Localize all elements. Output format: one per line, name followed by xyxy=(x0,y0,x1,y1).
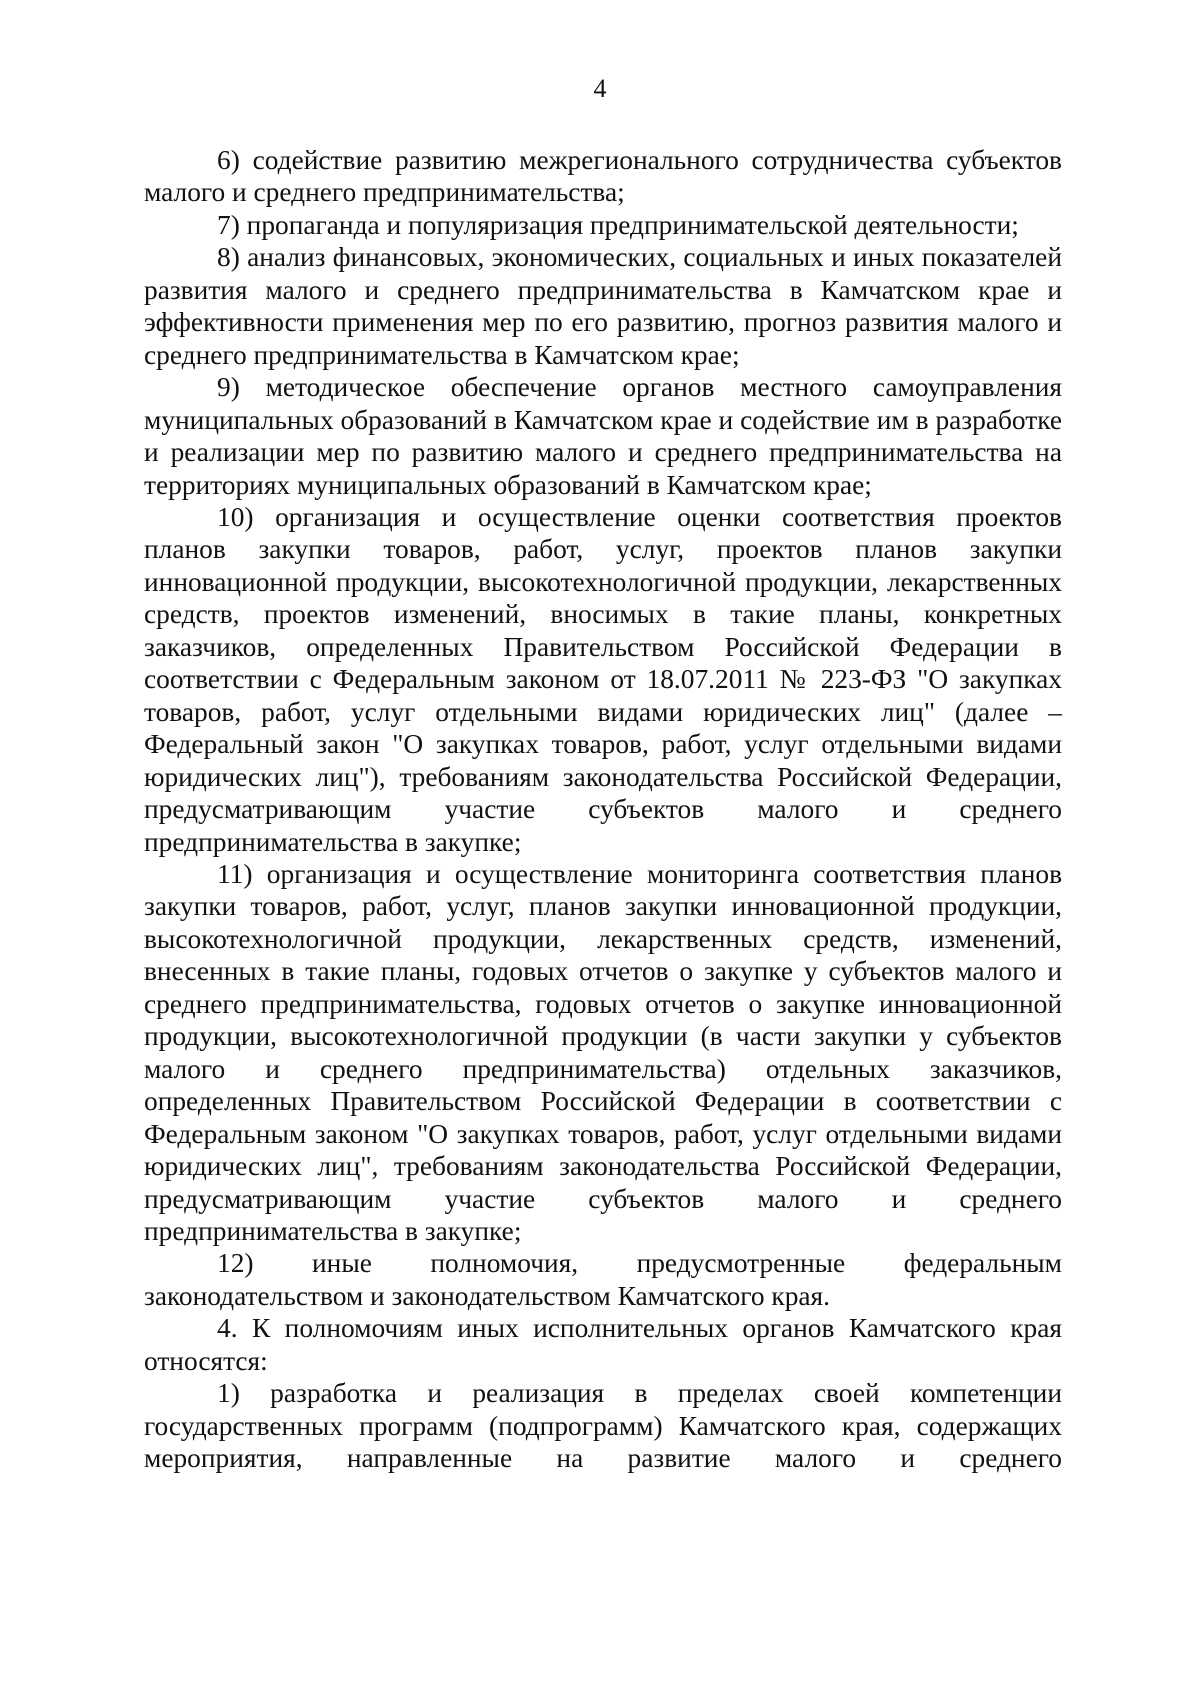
paragraph-item-11: 11) организация и осуществление мониторинга соответствия планов закупки товаров, работ, услуг, планов закупки инновационной продукции, высокотехнологичной продукции, лекарственных средств, изменений, внесенных в такие планы, годовых отчетов о закупке у субъектов малого и среднего предпринимательства, годовых отчетов о закупке инновационной продукции, высокотехнологичной продукции (в части закупки у субъектов малого и среднего предпринимательства) отдельных заказчиков, определенных Правительством Российской Федерации в соответствии с Федеральным законом "О закупках товаров, работ, услуг отдельными видами юридических лиц", требованиям законодательства Российской Федерации, предусматривающим участие субъектов малого и среднего предпринимательства в закупке; xyxy=(144,858,1062,1246)
paragraph-item-10: 10) организация и осуществление оценки соответствия проектов планов закупки товаров, работ, услуг, проектов планов закупки инновационной продукции, высокотехнологичной продукции, лекарственных средств, проектов изменений, вносимых в такие планы, конкретных заказчиков, определенных Правительством Российской Федерации в соответствии с Федеральным законом от 18.07.2011 № 223-ФЗ "О закупках товаров, работ, услуг отдельными видами юридических лиц" (далее – Федеральный закон "О закупках товаров, работ, услуг отдельными видами юридических лиц"), требованиям законодательства Российской Федерации, предусматривающим участие субъектов малого и среднего предпринимательства в закупке; xyxy=(144,501,1062,857)
paragraph-item-12: 12) иные полномочия, предусмотренные федеральным законодательством и законодательством Камчатского края. xyxy=(144,1248,1062,1311)
paragraph-item-9: 9) методическое обеспечение органов местного самоуправления муниципальных образований в Камчатском крае и содействие им в разработке и реализации мер по развитию малого и среднего предпринимательства на территориях муниципальных образований в Камчатском крае; xyxy=(144,372,1062,500)
paragraph-item-8: 8) анализ финансовых, экономических, социальных и иных показателей развития малого и среднего предпринимательства в Камчатском крае и эффективности применения мер по его развитию, прогноз развития малого и среднего предпринимательства в Камчатском крае; xyxy=(144,242,1062,370)
paragraph-section-4: 4. К полномочиям иных исполнительных органов Камчатского края относятся: xyxy=(144,1313,1062,1376)
page-number: 4 xyxy=(593,74,607,103)
paragraph-item-7: 7) пропаганда и популяризация предпринимательской деятельности; xyxy=(217,209,1019,240)
document-body xyxy=(144,144,1062,1475)
paragraph-item-6: 6) содействие развитию межрегионального сотрудничества субъектов малого и среднего предпринимательства; xyxy=(144,145,1062,208)
paragraph-section-4-item-1: 1) разработка и реализация в пределах своей компетенции государственных программ (подпрограмм) Камчатского края, содержащих мероприятия, направленные на развитие малого и среднего xyxy=(144,1378,1062,1474)
